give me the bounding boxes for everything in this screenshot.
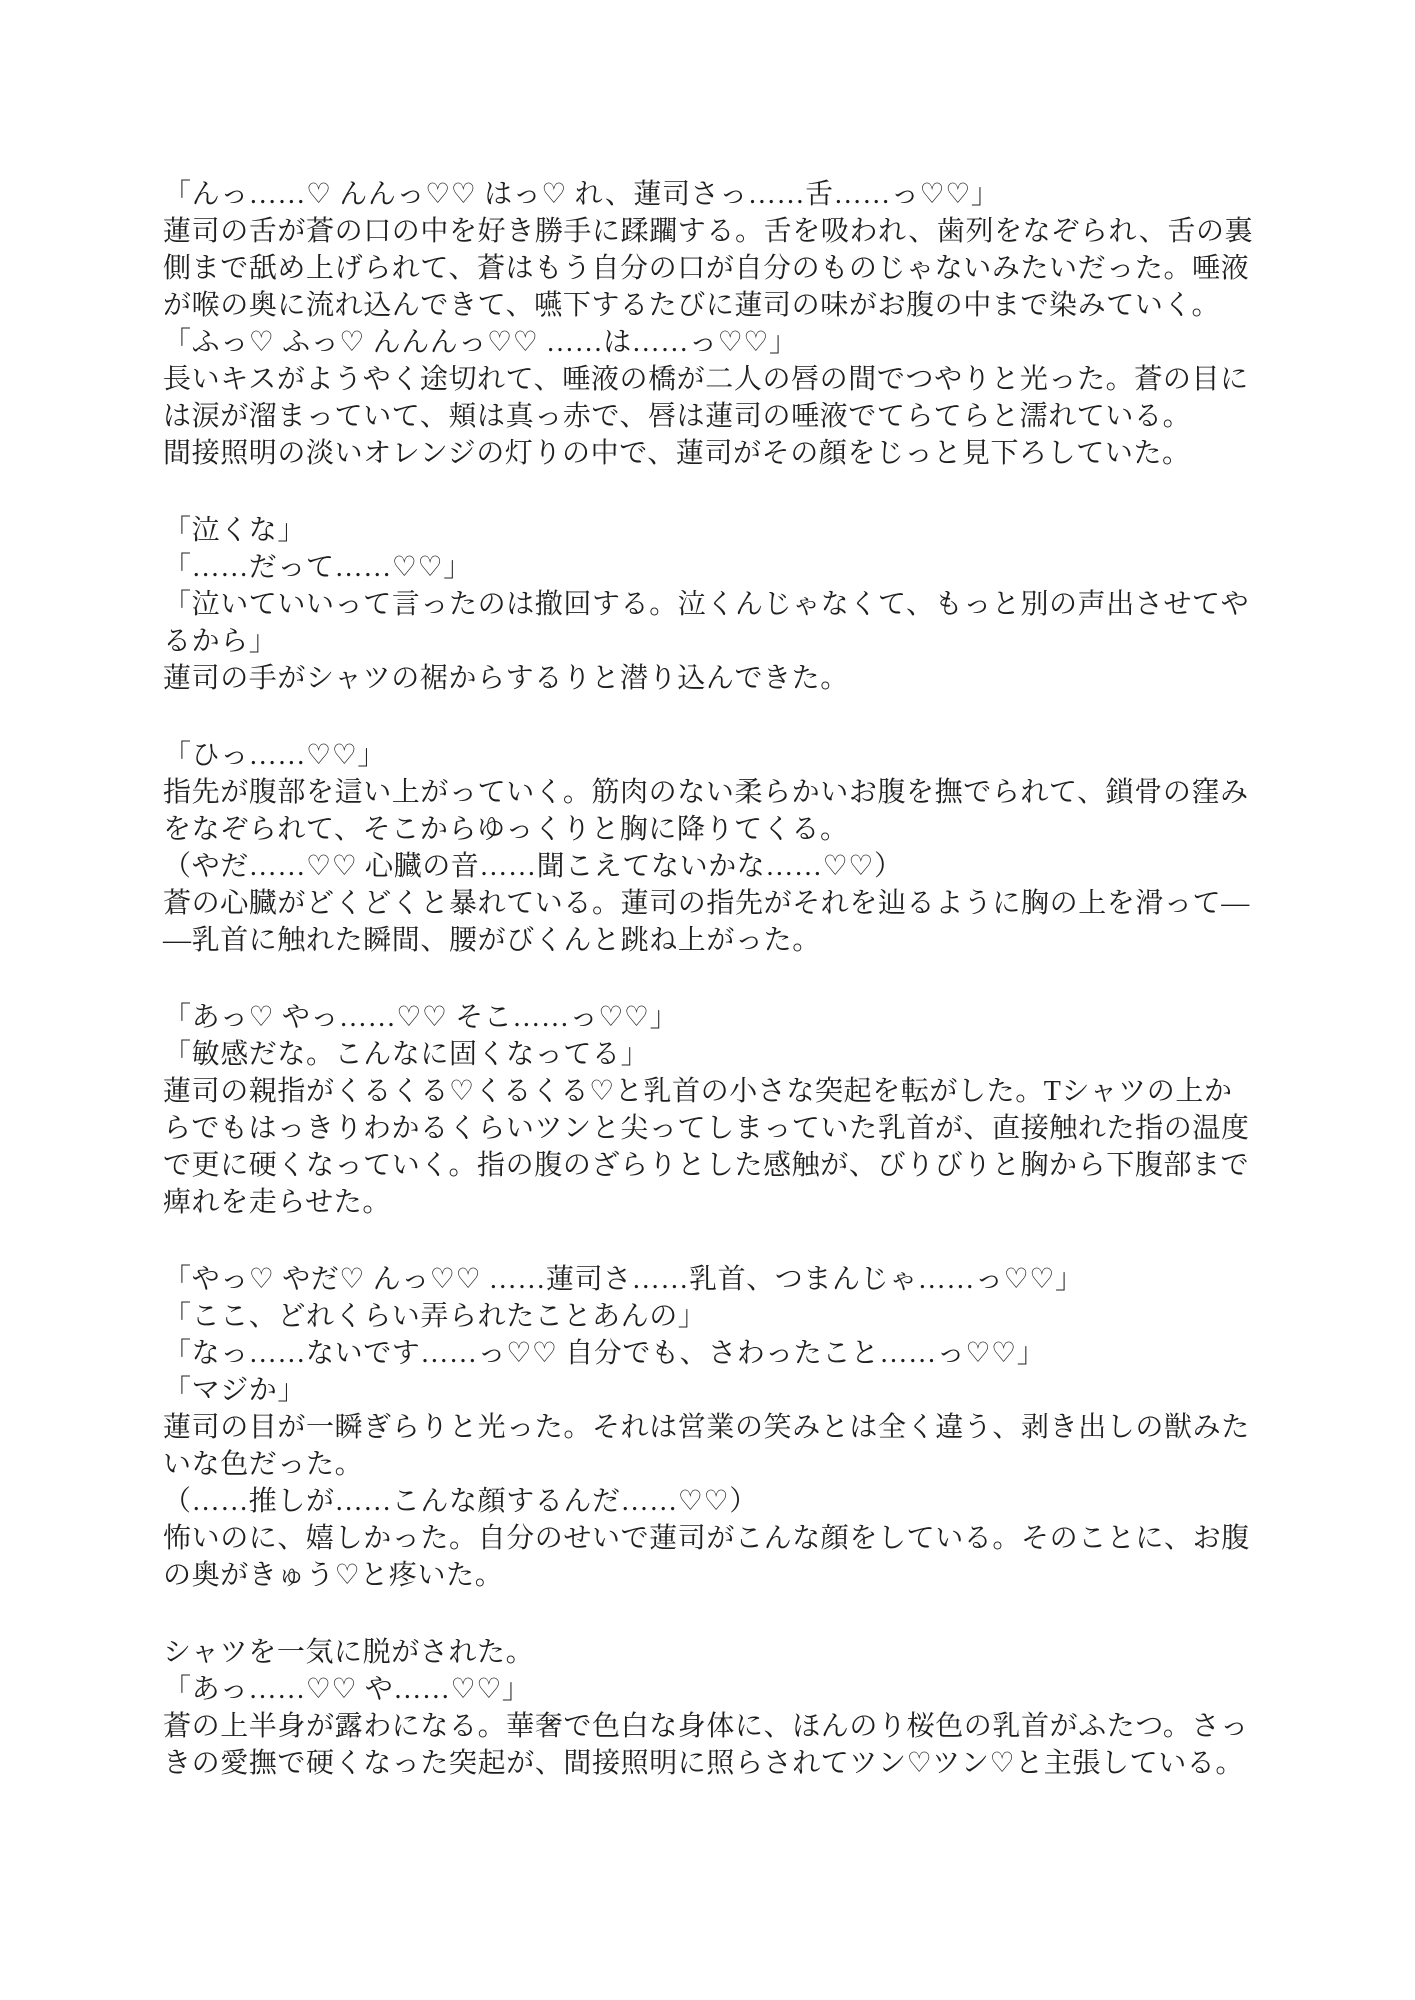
text-line: 怖いのに、嬉しかった。自分のせいで蓮司がこんな顔をしている。そのことに、お腹 [163,1523,1250,1554]
text-line: いな色だった。 [163,1449,364,1480]
text-line: 「ひっ……♡♡」 [163,740,387,771]
text-line: るから」 [163,626,278,657]
text-line: 「……だって……♡♡」 [163,552,472,583]
text-line: で更に硬くなっていく。指の腹のざらりとした感触が、びりびりと胸から下腹部まで [163,1150,1250,1181]
text-line: が喉の奥に流れ込んできて、嚥下するたびに蓮司の味がお腹の中まで染みていく。 [163,290,1221,321]
novel-text-body [163,176,1268,1782]
text-line: 「あっ♡ やっ……♡♡ そこ……っ♡♡」 [163,1002,679,1033]
text-line: 蒼の上半身が露わになる。華奢で色白な身体に、ほんのり桜色の乳首がふたつ。さっ [163,1711,1249,1742]
text-line: 蓮司の親指がくるくる♡くるくる♡と乳首の小さな突起を転がした。Tシャツの上か [163,1076,1233,1107]
text-line: 「泣くな」 [163,515,307,546]
text-line: 「なっ……ないです……っ♡♡ 自分でも、さわったこと……っ♡♡」 [163,1338,1046,1369]
text-line: 側まで舐め上げられて、蒼はもう自分の口が自分のものじゃないみたいだった。唾液 [163,253,1250,284]
text-line: らでもはっきりわかるくらいツンと尖ってしまっていた乳首が、直接触れた指の温度 [163,1113,1250,1144]
text-line: 指先が腹部を這い上がっていく。筋肉のない柔らかいお腹を撫でられて、鎖骨の窪み [163,777,1249,808]
paragraph [163,737,1268,959]
text-line: （やだ……♡♡ 心臓の音……聞こえてないかな……♡♡） [163,851,903,882]
text-line: の奥がきゅう♡と疼いた。 [163,1560,504,1591]
text-line: きの愛撫で硬くなった突起が、間接照明に照らされてツン♡ツン♡と主張している。 [163,1748,1245,1779]
text-line: 痺れを走らせた。 [163,1187,391,1218]
text-line: 蓮司の目が一瞬ぎらりと光った。それは営業の笑みとは全く違う、剥き出しの獣みた [163,1412,1250,1443]
paragraph [163,999,1268,1221]
text-line: 「ふっ♡ ふっ♡ んんんっ♡♡ ……は……っ♡♡」 [163,327,798,358]
text-line: 蒼の心臓がどくどくと暴れている。蓮司の指先がそれを辿るように胸の上を滑って― [163,888,1250,919]
text-line: シャツを一気に脱がされた。 [163,1637,535,1668]
text-line: 蓮司の舌が蒼の口の中を好き勝手に蹂躙する。舌を吸われ、歯列をなぞられ、舌の裏 [163,216,1254,247]
text-line: ―乳首に触れた瞬間、腰がびくんと跳ね上がった。 [163,925,821,956]
text-line: 間接照明の淡いオレンジの灯りの中で、蓮司がその顔をじっと見下ろしていた。 [163,438,1191,469]
text-line: は涙が溜まっていて、頬は真っ赤で、唇は蓮司の唾液でてらてらと濡れている。 [163,401,1192,432]
paragraph [163,512,1268,697]
text-line: 「んっ……♡ んんっ♡♡ はっ♡ れ、蓮司さっ……舌……っ♡♡」 [163,179,1000,210]
paragraph [163,1634,1268,1782]
text-line: 蓮司の手がシャツの裾からするりと潜り込んできた。 [163,663,849,694]
paragraph [163,1261,1268,1594]
text-line: 「ここ、どれくらい弄られたことあんの」 [163,1301,707,1332]
text-line: 「やっ♡ やだ♡ んっ♡♡ ……蓮司さ……乳首、つまんじゃ……っ♡♡」 [163,1264,1084,1295]
text-line: 「敏感だな。こんなに固くなってる」 [163,1039,650,1070]
text-line: （……推しが……こんな顔するんだ……♡♡） [163,1486,758,1517]
text-line: 長いキスがようやく途切れて、唾液の橋が二人の唇の間でつやりと光った。蒼の目に [163,364,1249,395]
text-line: 「泣いていいって言ったのは撤回する。泣くんじゃなくて、もっと別の声出させてや [163,589,1250,620]
text-line: 「あっ……♡♡ や……♡♡」 [163,1674,531,1705]
text-line: 「マジか」 [163,1375,307,1406]
paragraph [163,176,1268,472]
text-line: をなぞられて、そこからゆっくりと胸に降りてくる。 [163,814,849,845]
